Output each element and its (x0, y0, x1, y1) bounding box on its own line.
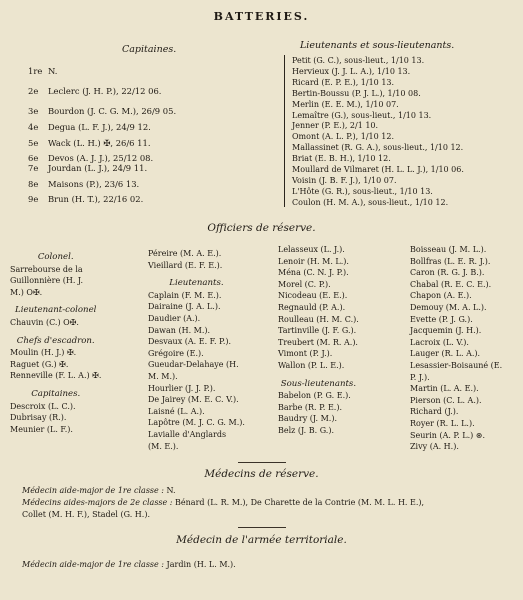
officer-entry: Lacroix (L. V.). (410, 337, 469, 347)
officer-entry: Laisné (L. A.). (148, 406, 205, 416)
officer-entry: Richard (J.). (410, 407, 459, 417)
officiers-column-1 (10, 252, 101, 435)
officer-entry: Belz (J. B. G.). (278, 425, 334, 435)
officer-entry: Lavialle d'Anglards (148, 429, 227, 439)
officer-entry: Zivy (A. H.). (410, 442, 459, 452)
officer-entry: Caron (R. G. J. B.). (410, 268, 485, 278)
capitaine-rank: 3e (28, 106, 39, 116)
officer-entry: Lauger (R. L. A.). (410, 349, 481, 359)
lieutenant-row: Coulon (H. M. A.), sous-lieut., 1/10 12. (292, 197, 449, 207)
officer-entry: Descroix (L. C.). (10, 401, 76, 411)
officer-entry: De Jairey (M. E. C. V.). (148, 395, 239, 405)
officer-entry: Martin (L. A. E.). (410, 384, 479, 394)
officer-entry: Meunier (L. F.). (10, 424, 73, 434)
capitaine-row (28, 106, 176, 116)
officer-entry: Desvaux (A. E. F. P.). (148, 337, 232, 347)
capitaine-name: Bourdon (J. C. G. M.), 26/9 05. (48, 106, 177, 116)
page-title: BATTERIES. (213, 10, 310, 23)
medecin-line-1-text: N. (164, 486, 176, 495)
officer-entry: M. M.). (148, 371, 178, 381)
medecin-line-1 (22, 486, 176, 495)
officer-entry: Caplain (F. M. E.). (148, 290, 222, 300)
officer-entry: Vimont (P. J.). (278, 349, 333, 359)
capitaine-name: Devos (A. J. J.), 25/12 08. (48, 153, 154, 163)
officer-entry: Sarrebourse de la (10, 264, 83, 274)
divider-rule-2 (238, 527, 286, 528)
officiers-column-3 (278, 244, 359, 437)
officer-entry: Ména (C. N. J. P.). (278, 268, 349, 278)
capitaine-name: Degua (L. F. J.), 24/9 12. (48, 122, 151, 132)
capitaine-row (28, 86, 161, 96)
divider-rule-1 (238, 462, 286, 463)
officer-entry: Lenoir (H. M. L.). (278, 256, 349, 266)
medecin-line-2-text: Bénard (L. R. M.), De Charette de la Contrie (M. M. L. H. E.), (172, 498, 425, 507)
officer-entry: Vieillard (E. F. E.). (148, 260, 223, 270)
medecin-line-2 (22, 498, 424, 507)
officer-entry: Roulleau (H. M. C.). (278, 314, 359, 324)
officer-entry: Demouy (M. A. L.). (410, 302, 487, 312)
officer-entry: P. J.). (410, 372, 430, 382)
officer-entry: Wallon (P. L. E.). (278, 360, 345, 370)
capitaine-row (28, 194, 143, 204)
capitaine-name: Brun (H. T.), 22/16 02. (48, 194, 144, 204)
officer-entry: Péreire (M. A. E.). (148, 249, 222, 258)
capitaine-row (28, 66, 57, 76)
officer-entry: Nicodeau (E. E.). (278, 291, 348, 301)
lieutenant-row: Briat (E. B. H.), 1/10 12. (292, 154, 391, 164)
medecin-territoriale-heading: Médecin de l'armée territoriale. (176, 534, 347, 546)
officer-entry: Moulin (H. J.) ✠. (10, 348, 77, 358)
capitaines-heading: Capitaines. (122, 44, 177, 55)
medecin-territoriale-label: Médecin aide-major de 1re classe : (22, 560, 165, 569)
capitaine-row (28, 122, 151, 132)
lieutenant-row: Moullard de Vilmaret (H. L. L. J.), 1/10 06. (292, 165, 464, 174)
lieutenant-row: Ricard (E. P. E.), 1/10 13. (292, 77, 395, 87)
officer-entry: Grégoire (E.). (148, 348, 204, 358)
officer-entry: Dairaine (J. A. L.). (148, 302, 221, 312)
rank-subheading: Chefs d'escadron. (16, 335, 95, 346)
officer-entry: Hourlier (J. J. P.). (148, 383, 216, 393)
medecin-line-1-label: Médecin aide-major de 1re classe : (22, 486, 165, 495)
officer-entry: (M. E.). (148, 441, 179, 451)
capitaine-name: N. (48, 66, 58, 76)
capitaine-rank: 9e (28, 194, 39, 204)
capitaine-rank: 6e (28, 153, 39, 163)
rank-subheading: Sous-lieutenants. (280, 378, 357, 389)
officer-entry: Pierson (C. L. A.). (410, 395, 482, 405)
rank-subheading: Colonel. (37, 252, 74, 262)
medecin-territoriale-line (22, 560, 236, 569)
officer-entry: Seurin (A. P. L.) ⊛. (410, 430, 486, 440)
officiers-heading: Officiers de réserve. (207, 222, 316, 234)
officer-entry: M.) O✠. (10, 287, 43, 297)
officer-entry: Evette (P. J. G.). (410, 314, 473, 324)
officer-entry: Guillonnière (H. J. (10, 276, 84, 286)
lieutenant-row: Merlin (E. E. M.), 1/10 07. (292, 99, 399, 109)
capitaine-row (28, 153, 153, 163)
officer-entry: Jacquemin (J. H.). (410, 326, 482, 336)
officer-entry: Renneville (F. L. A.) ✠. (10, 371, 102, 381)
officer-entry: Babelon (P. G. E.). (278, 391, 351, 401)
officer-entry: Barbe (R. P. E.). (278, 402, 342, 412)
officer-entry: Lelasseux (L. J.). (278, 245, 345, 254)
capitaine-rank: 4e (28, 122, 39, 132)
capitaine-name: Maisons (P.), 23/6 13. (48, 179, 140, 189)
lieutenant-row: L'Hôte (G. R.), sous-lieut., 1/10 13. (292, 186, 433, 196)
capitaine-row (28, 163, 147, 173)
officer-entry: Regnauld (P. A.). (278, 302, 346, 312)
officer-entry: Morel (C. P.). (278, 279, 331, 289)
capitaine-row (28, 179, 139, 189)
officiers-column-4 (410, 244, 502, 453)
medecin-line-3: Collet (M. H. F.), Stadel (G. H.). (22, 510, 150, 519)
lieutenant-row: Bertin-Boussu (P. J. L.), 1/10 08. (292, 88, 421, 98)
rank-subheading: Lieutenants. (169, 278, 224, 289)
officer-entry: Chauvin (C.) O✠. (10, 317, 79, 327)
capitaine-name: Jourdan (L. J.), 24/9 11. (48, 163, 148, 173)
lieutenant-row: Jenner (P. E.), 2/1 10. (292, 121, 379, 131)
lieutenants-heading: Lieutenants et sous-lieutenants. (300, 40, 455, 51)
officer-entry: Gueudar-Delahaye (H. (148, 360, 239, 370)
capitaine-name: Leclerc (J. H. P.), 22/12 06. (48, 86, 162, 96)
lieutenant-row: Mallassinet (R. G. A.), sous-lieut., 1/10 12. (292, 143, 464, 153)
officiers-column-2 (148, 248, 245, 452)
capitaine-rank: 2e (28, 86, 39, 96)
medecin-territoriale-text: Jardin (H. L. M.). (164, 560, 236, 569)
medecins-reserve-heading: Médecins de réserve. (204, 468, 319, 480)
officer-entry: Royer (R. L. L.). (410, 418, 475, 428)
lieutenant-row: Omont (A. L. P.), 1/10 12. (292, 132, 394, 142)
lieutenant-row: Petit (G. C.), sous-lieut., 1/10 13. (292, 56, 425, 65)
officer-entry: Tartinville (J. F. G.). (278, 326, 357, 336)
capitaine-row (28, 138, 150, 148)
officer-entry: Raguet (G.) ✠. (10, 359, 69, 369)
lieutenants-brace (284, 55, 289, 207)
officer-entry: Chabal (R. E. C. E.). (410, 279, 492, 289)
officer-entry: Treubert (M. R. A.). (278, 337, 358, 347)
officer-entry: Lesassier-Boisauné (E. (410, 360, 503, 370)
lieutenant-row: Voisin (J. B. F. J.), 1/10 07. (292, 175, 397, 185)
medecin-line-2-label: Médecins aides-majors de 2e classe : (22, 498, 173, 507)
rank-subheading: Lieutenant-colonel (14, 305, 97, 316)
capitaine-rank: 7e (28, 163, 39, 173)
capitaine-rank: 8e (28, 179, 39, 189)
capitaine-name: Wack (L. H.) ✠, 26/6 11. (48, 138, 151, 148)
officer-entry: Bollfras (L. E. R. J.). (410, 256, 491, 266)
officer-entry: Lapôtre (M. J. C. G. M.). (148, 418, 245, 428)
officer-entry: Baudry (J. M.). (278, 414, 337, 424)
officer-entry: Boisseau (J. M. L.). (410, 245, 487, 254)
officer-entry: Chapon (A. E.). (410, 291, 472, 301)
officer-entry: Daudier (A.). (148, 313, 201, 323)
lieutenant-row: Lemaître (G.), sous-lieut., 1/10 13. (292, 110, 432, 120)
capitaine-rank: 5e (28, 138, 39, 148)
rank-subheading: Capitaines. (31, 388, 81, 399)
officer-entry: Dawan (H. M.). (148, 325, 211, 335)
officer-entry: Dubrisay (R.). (10, 413, 67, 423)
lieutenant-row: Hervieux (J. J. L. A.), 1/10 13. (292, 66, 411, 76)
capitaine-rank: 1re (28, 66, 43, 76)
